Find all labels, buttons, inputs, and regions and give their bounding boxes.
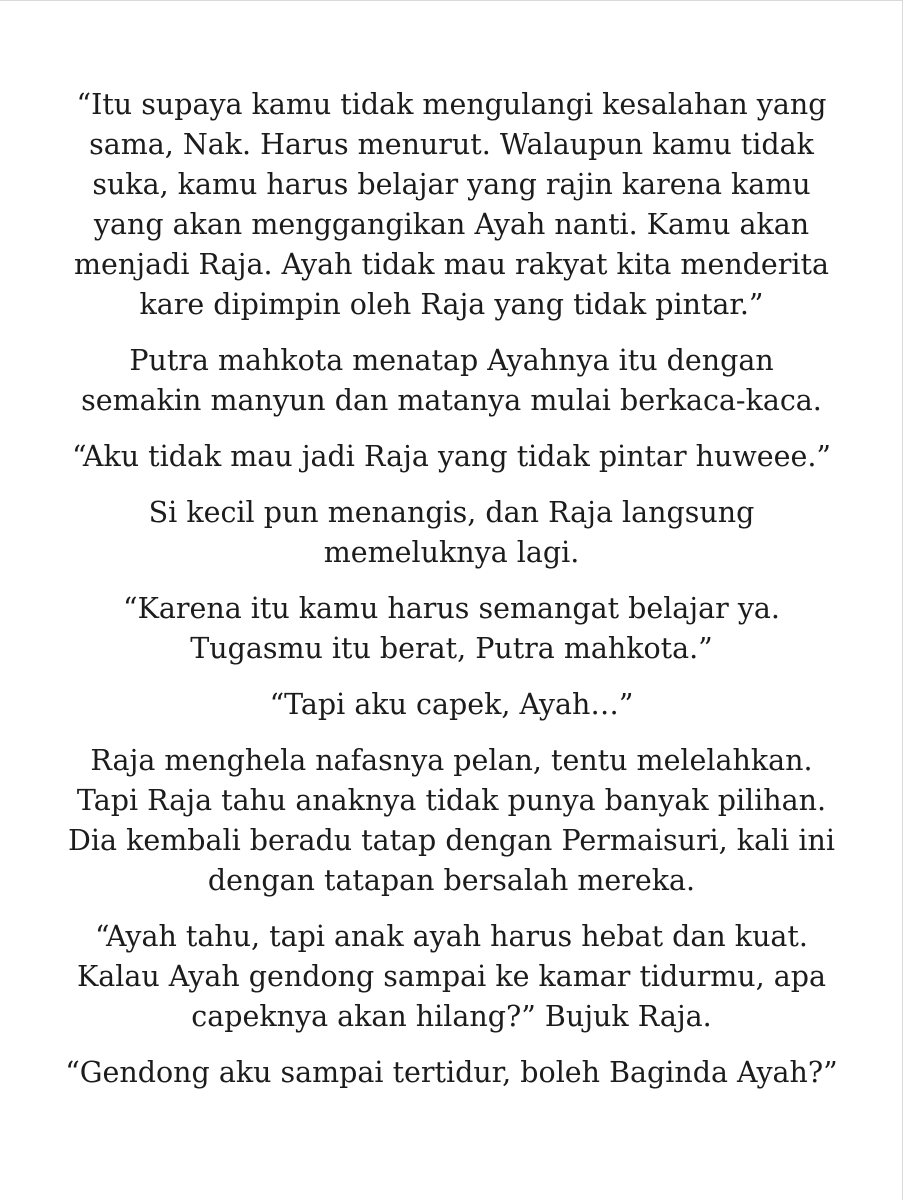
text-line: Si kecil pun menangis, dan Raja langsung <box>148 496 755 529</box>
paragraph <box>60 341 843 421</box>
text-line: Tapi Raja tahu anaknya tidak punya banyak pilihan. <box>76 784 827 817</box>
text-line: memeluknya lagi. <box>323 536 580 569</box>
text-line: Tugasmu itu berat, Putra mahkota.” <box>190 632 713 665</box>
text-line: Raja menghela nafasnya pelan, tentu melelahkan. <box>90 744 813 777</box>
text-line: kare dipimpin oleh Raja yang tidak pintar.” <box>139 288 764 321</box>
text-line: semakin manyun dan matanya mulai berkaca-kaca. <box>81 384 822 417</box>
paragraph <box>60 493 843 573</box>
text-line: “Aku tidak mau jadi Raja yang tidak pintar huweee.” <box>71 440 832 473</box>
text-line: “Tapi aku capek, Ayah…” <box>269 688 634 721</box>
paragraph <box>60 589 843 669</box>
paragraph <box>60 741 843 901</box>
text-line: dengan tatapan bersalah mereka. <box>207 864 696 897</box>
text-line: “Karena itu kamu harus semangat belajar ya. <box>123 592 780 625</box>
text-line: Kalau Ayah gendong sampai ke kamar tidurmu, apa <box>77 960 826 993</box>
text-line: “Gendong aku sampai tertidur, boleh Baginda Ayah?” <box>65 1056 838 1089</box>
paragraph <box>60 917 843 1037</box>
story-text <box>60 85 843 1109</box>
paragraph <box>60 685 843 725</box>
text-line: yang akan menggangikan Ayah nanti. Kamu akan <box>93 208 810 241</box>
text-line: menjadi Raja. Ayah tidak mau rakyat kita menderita <box>74 248 829 281</box>
text-line: suka, kamu harus belajar yang rajin karena kamu <box>92 168 811 201</box>
paragraph <box>60 1053 843 1093</box>
text-line: capeknya akan hilang?” Bujuk Raja. <box>191 1000 712 1033</box>
text-line: sama, Nak. Harus menurut. Walaupun kamu tidak <box>89 128 814 161</box>
text-line: “Ayah tahu, tapi anak ayah harus hebat dan kuat. <box>95 920 808 953</box>
paragraph <box>60 437 843 477</box>
text-line: Putra mahkota menatap Ayahnya itu dengan <box>129 344 774 377</box>
paragraph <box>60 85 843 325</box>
text-line: Dia kembali beradu tatap dengan Permaisuri, kali ini <box>68 824 835 857</box>
text-line: “Itu supaya kamu tidak mengulangi kesalahan yang <box>76 88 827 121</box>
